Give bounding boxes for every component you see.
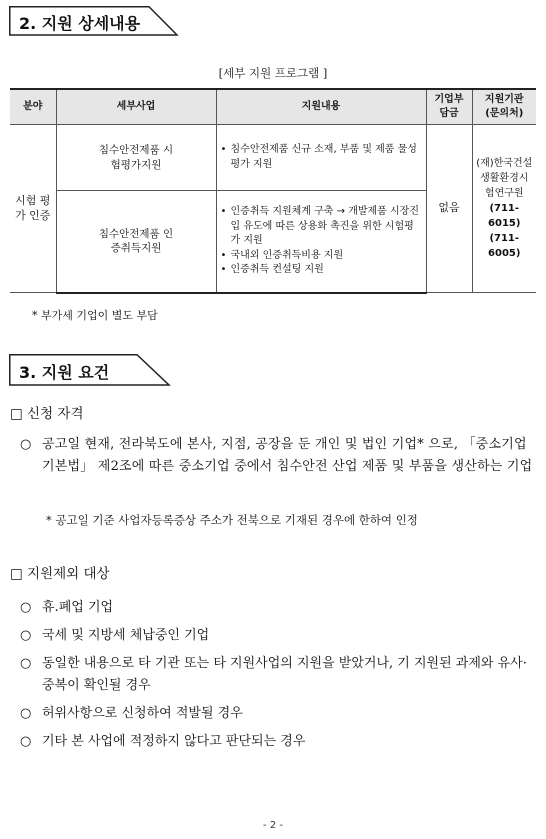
agency-name-line: 험연구원 (484, 188, 524, 199)
circle-bullet-icon: ○ (20, 628, 32, 643)
exclusion-item: ○ 동일한 내용으로 타 기관 또는 타 지원사업의 지원을 받았거나, 기 지원된 과제와 유사·중복이 확인될 경우 (20, 653, 536, 697)
agency-name-line: (재)한국건설 (476, 158, 533, 169)
agency-cell (472, 125, 536, 293)
contents-cell (216, 191, 426, 293)
section-3-heading (9, 354, 179, 384)
eligibility-footnote: * 공고일 기준 사업자등록증상 주소가 전북으로 기재된 경우에 한하여 인정 (46, 513, 418, 527)
circle-bullet-icon: ○ (20, 600, 32, 615)
exclusion-item: ○ 기타 본 사업에 적정하지 않다고 판단되는 경우 (20, 731, 536, 753)
header-contents: 지원내용 (216, 89, 426, 125)
exclusion-item: ○ 휴.폐업 기업 (20, 597, 536, 619)
content-item: • 인증취득 컨설팅 지원 (221, 263, 422, 278)
section-2-heading (9, 6, 179, 36)
exclusion-item: ○ 허위사항으로 신청하여 적발될 경우 (20, 703, 536, 725)
agency-phone: (711-6015) (488, 203, 521, 229)
agency-name-line: 생활환경시 (480, 173, 529, 184)
header-program: 세부사업 (56, 89, 216, 125)
program-cell: 침수안전제품 인증취득지원 (56, 191, 216, 293)
program-cell: 침수안전제품 시험평가지원 (56, 125, 216, 191)
table-header-row (10, 89, 536, 125)
circle-bullet-icon: ○ (20, 734, 32, 749)
table-row (10, 125, 536, 191)
content-item: • 인증취득 지원체계 구축 → 개발제품 시장진입 유도에 따른 상용화 촉진을 위한 시험평가 지원 (221, 205, 422, 249)
contents-cell (216, 125, 426, 191)
table-caption: [세부 지원 프로그램 ] (218, 66, 328, 80)
header-field: 분야 (10, 89, 56, 125)
content-item: • 침수안전제품 신규 소재, 부품 및 제품 물성평가 지원 (221, 143, 422, 172)
support-program-table (10, 88, 536, 294)
circle-bullet-icon: ○ (20, 656, 32, 671)
section-2-title: 2. 지원 상세내용 (19, 14, 141, 33)
header-agency: 지원기관 (문의처) (472, 89, 536, 125)
section-3-title: 3. 지원 요건 (19, 363, 110, 382)
circle-bullet-icon: ○ (20, 706, 32, 721)
field-cell: 시험 평가 인증 (10, 125, 56, 293)
page-number: - 2 - (263, 820, 283, 831)
exclusion-heading: □ 지원제외 대상 (10, 566, 110, 582)
eligibility-heading: □ 신청 자격 (10, 406, 84, 422)
burden-cell: 없음 (426, 125, 472, 293)
content-item: • 국내외 인증취득비용 지원 (221, 249, 422, 264)
header-burden: 기업부 담금 (426, 89, 472, 125)
vat-note: * 부가세 기업이 별도 부담 (32, 309, 158, 322)
agency-phone: (711-6005) (488, 233, 521, 259)
eligibility-item: ○ 공고일 현재, 전라북도에 본사, 지점, 공장을 둔 개인 및 법인 기업* 으로, 「중소기업기본법」 제2조에 따른 중소기업 중에서 침수안전 산업 제품 및 부품을 생산하는 기업 (20, 434, 536, 478)
exclusion-item: ○ 국세 및 지방세 체납중인 기업 (20, 625, 536, 647)
circle-bullet-icon: ○ (20, 437, 32, 452)
